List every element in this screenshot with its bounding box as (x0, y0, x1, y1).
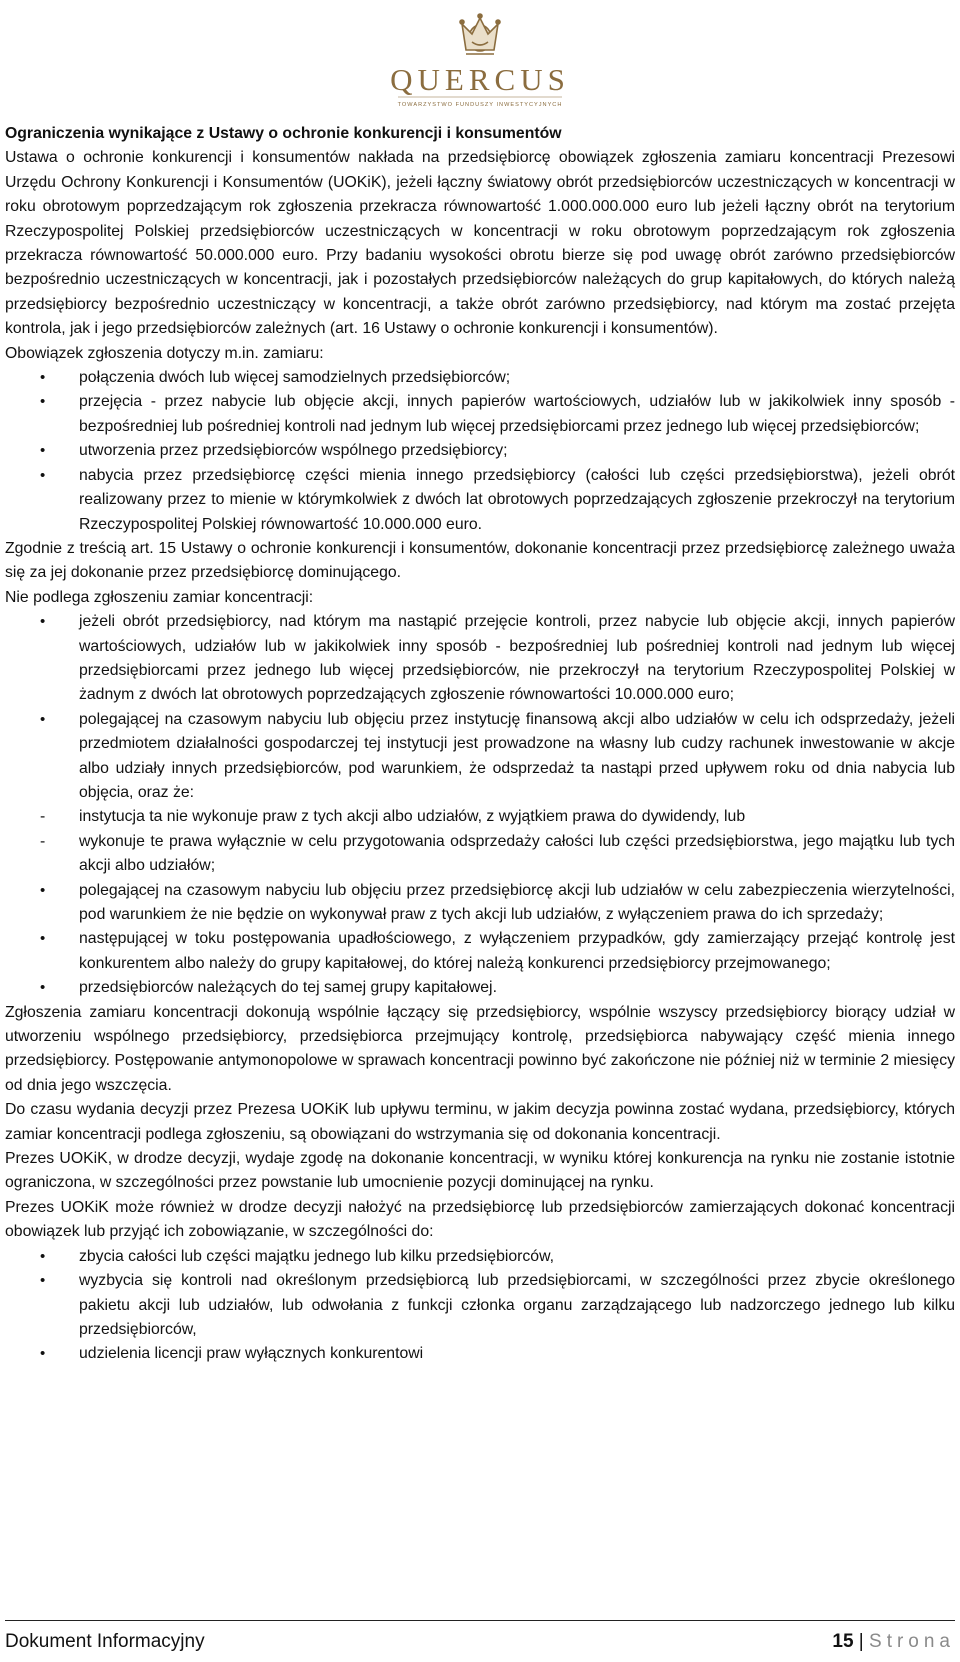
list-item: • następującej w toku postępowania upadłościowego, z wyłączeniem przypadków, gdy zamierzający przejąć kontrolę jest konkurentem albo należy do grupy kapitałowej, do której należą konkurenci przedsiębiorcy przejmowanego; (5, 927, 955, 976)
list-item: • połączenia dwóch lub więcej samodzielnych przedsiębiorców; (5, 366, 955, 390)
logo-subtitle: TOWARZYSTWO FUNDUSZY INWESTYCYJNYCH (397, 102, 563, 108)
paragraph: Nie podlega zgłoszeniu zamiar koncentracji: (5, 588, 314, 606)
footer-page-info (832, 1625, 955, 1659)
list-item: • wyzbycia się kontroli nad określonym przedsiębiorcą lub przedsiębiorcami, w szczególności przez zbycie określonego pakietu akcji lub udziałów, lub odwołania z funkcji członka organu zarządzającego lub nadzorczego jednego lub kilku przedsiębiorców, (5, 1269, 955, 1342)
paragraph: Prezes UOKiK, w drodze decyzji, wydaje zgodę na dokonanie koncentracji, w wyniku której konkurencja na rynku nie zostanie istotnie ograniczona, w szczególności przez powstanie lub umocnienie pozycji dominującej na rynku. (5, 1150, 955, 1192)
paragraph: Ustawa o ochronie konkurencji i konsumentów nakłada na przedsiębiorcę obowiązek zgłoszenia zamiaru koncentracji Prezesowi Urzędu Ochrony Konkurencji i Konsumentów (UOKiK), jeżeli łączny światowy obrót przedsiębiorców uczestniczących w koncentracji w roku obrotowym poprzedzającym rok zgłoszenia przekracza równowartość 1.000.000.000 euro lub jeżeli łączny obrót na terytorium Rzeczypospolitej Polskiej przedsiębiorców uczestniczących w koncentracji w roku obrotowym poprzedzającym rok zgłoszenia przekracza równowartość 50.000.000 euro. Przy badaniu wysokości obrotu bierze się pod uwagę obrót zarówno przedsiębiorców bezpośrednio uczestniczących w koncentracji, jak i pozostałych przedsiębiorców należących do grup kapitałowych, do których należą przedsiębiorcy bezpośrednio uczestniczący w koncentracji, a także obrót zarówno przedsiębiorcy, nad którym ma zostać przejęta kontrola, jak i jego przedsiębiorców zależnych (art. 16 Ustawy o ochronie konkurencji i konsumentów). (5, 149, 955, 338)
footer-separator: | (858, 1631, 864, 1652)
page-footer (5, 1620, 955, 1657)
list-item-text: polegającej na czasowym nabyciu lub objęciu przez instytucję finansową akcji albo udziałów w celu ich odsprzedaży, jeżeli przedmiotem działalności gospodarczej tej instytucji jest prowadzone na własny lub cudzy rachunek inwestowanie w akcje albo udziały innych przedsiębiorców, pod warunkiem, że odsprzedaż ta nastąpi przed upływem roku od dnia nabycia lub objęcia, oraz że: (79, 710, 955, 801)
crown-icon (370, 6, 590, 112)
page-number: 15 (832, 1631, 854, 1652)
list-item: • udzielenia licencji praw wyłącznych konkurentowi (5, 1342, 955, 1366)
logo-wordmark: QUERCUS (390, 62, 570, 97)
sublist-item: - instytucja ta nie wykonuje praw z tych akcji albo udziałów, z wyjątkiem prawa do dywidendy, lub (5, 805, 955, 829)
footer-document-title: Dokument Informacyjny (5, 1631, 205, 1652)
list-item: • jeżeli obrót przedsiębiorcy, nad którym ma nastąpić przejęcie kontroli, przez nabycie lub objęcie akcji, innych papierów wartościowych, udziałów lub w jakikolwiek inny sposób - bezpośredniej lub pośredniej kontroli nad jednym lub więcej przedsiębiorcami przez jednego lub więcej przedsiębiorców, nie przekroczył na terytorium Rzeczypospolitej Polskiej w żadnym z dwóch lat obrotowych poprzedzających zgłoszenie równowartości 10.000.000 euro; (5, 610, 955, 708)
dash-sublist (5, 805, 955, 878)
paragraph: Zgłoszenia zamiaru koncentracji dokonują wspólnie łączący się przedsiębiorcy, wspólnie wszyscy przedsiębiorcy biorący udział w utworzeniu wspólnego przedsiębiorcy, przedsiębiorca przejmujący kontrolę, przedsiębiorca nabywający część mienia innego przedsiębiorcy. Postępowanie antymonopolowe w sprawach koncentracji powinno być zakończone nie później niż w terminie 2 miesięcy od dnia jego wszczęcia. (5, 1003, 955, 1094)
page-word: Strona (869, 1631, 955, 1652)
paragraph: Do czasu wydania decyzji przez Prezesa UOKiK lub upływu terminu, w jakim decyzja powinna zostać wydana, przedsiębiorcy, których zamiar koncentracji podlega zgłoszeniu, są obowiązani do wstrzymania się od dokonania koncentracji. (5, 1101, 955, 1143)
document-body (5, 122, 955, 1367)
quercus-logo (0, 6, 960, 112)
paragraph: Zgodnie z treścią art. 15 Ustawy o ochronie konkurencji i konsumentów, dokonanie koncentracji przez przedsiębiorcę zależnego uważa się za jej dokonanie przez przedsiębiorcę dominującego. (5, 539, 955, 582)
list-item: • nabycia przez przedsiębiorcę części mienia innego przedsiębiorcy (całości lub części przedsiębiorstwa), jeżeli obrót realizowany przez to mienie w którymkolwiek z dwóch lat obrotowych poprzedzających zgłoszenie przekroczył na terytorium Rzeczypospolitej Polskiej równowartość 10.000.000 euro. (5, 464, 955, 537)
list-item: • zbycia całości lub części majątku jednego lub kilku przedsiębiorców, (5, 1245, 955, 1269)
list-item: • polegającej na czasowym nabyciu lub objęciu przez przedsiębiorcę akcji lub udziałów w celu zabezpieczenia wierzytelności, pod warunkiem że nie będzie on wykonywał praw z tych akcji lub udziałów, z wyłączeniem prawa do ich sprzedaży; (5, 879, 955, 928)
sublist-item: - wykonuje te prawa wyłącznie w celu przygotowania odsprzedaży całości lub części przedsiębiorstwa, jego majątku lub tych akcji albo udziałów; (5, 830, 955, 879)
paragraph: Prezes UOKiK może również w drodze decyzji nałożyć na przedsiębiorcę lub przedsiębiorców zamierzających dokonać koncentracji obowiązek lub przyjąć ich zobowiązanie, w szczególności do: (5, 1198, 955, 1241)
bullet-list (5, 610, 955, 1001)
list-item (5, 708, 955, 879)
section-heading: Ograniczenia wynikające z Ustawy o ochronie konkurencji i konsumentów (5, 125, 562, 142)
list-item: • przedsiębiorców należących do tej samej grupy kapitałowej. (5, 976, 955, 1000)
list-item: • utworzenia przez przedsiębiorców wspólnego przedsiębiorcy; (5, 439, 955, 463)
paragraph: Obowiązek zgłoszenia dotyczy m.in. zamiaru: (5, 344, 324, 362)
bullet-list (5, 1245, 955, 1367)
bullet-list (5, 366, 955, 537)
list-item: • przejęcia - przez nabycie lub objęcie akcji, innych papierów wartościowych, udziałów lub w jakikolwiek inny sposób - bezpośredniej lub pośredniej kontroli nad jednym lub więcej przedsiębiorcami przez jednego lub więcej przedsiębiorców; (5, 390, 955, 439)
